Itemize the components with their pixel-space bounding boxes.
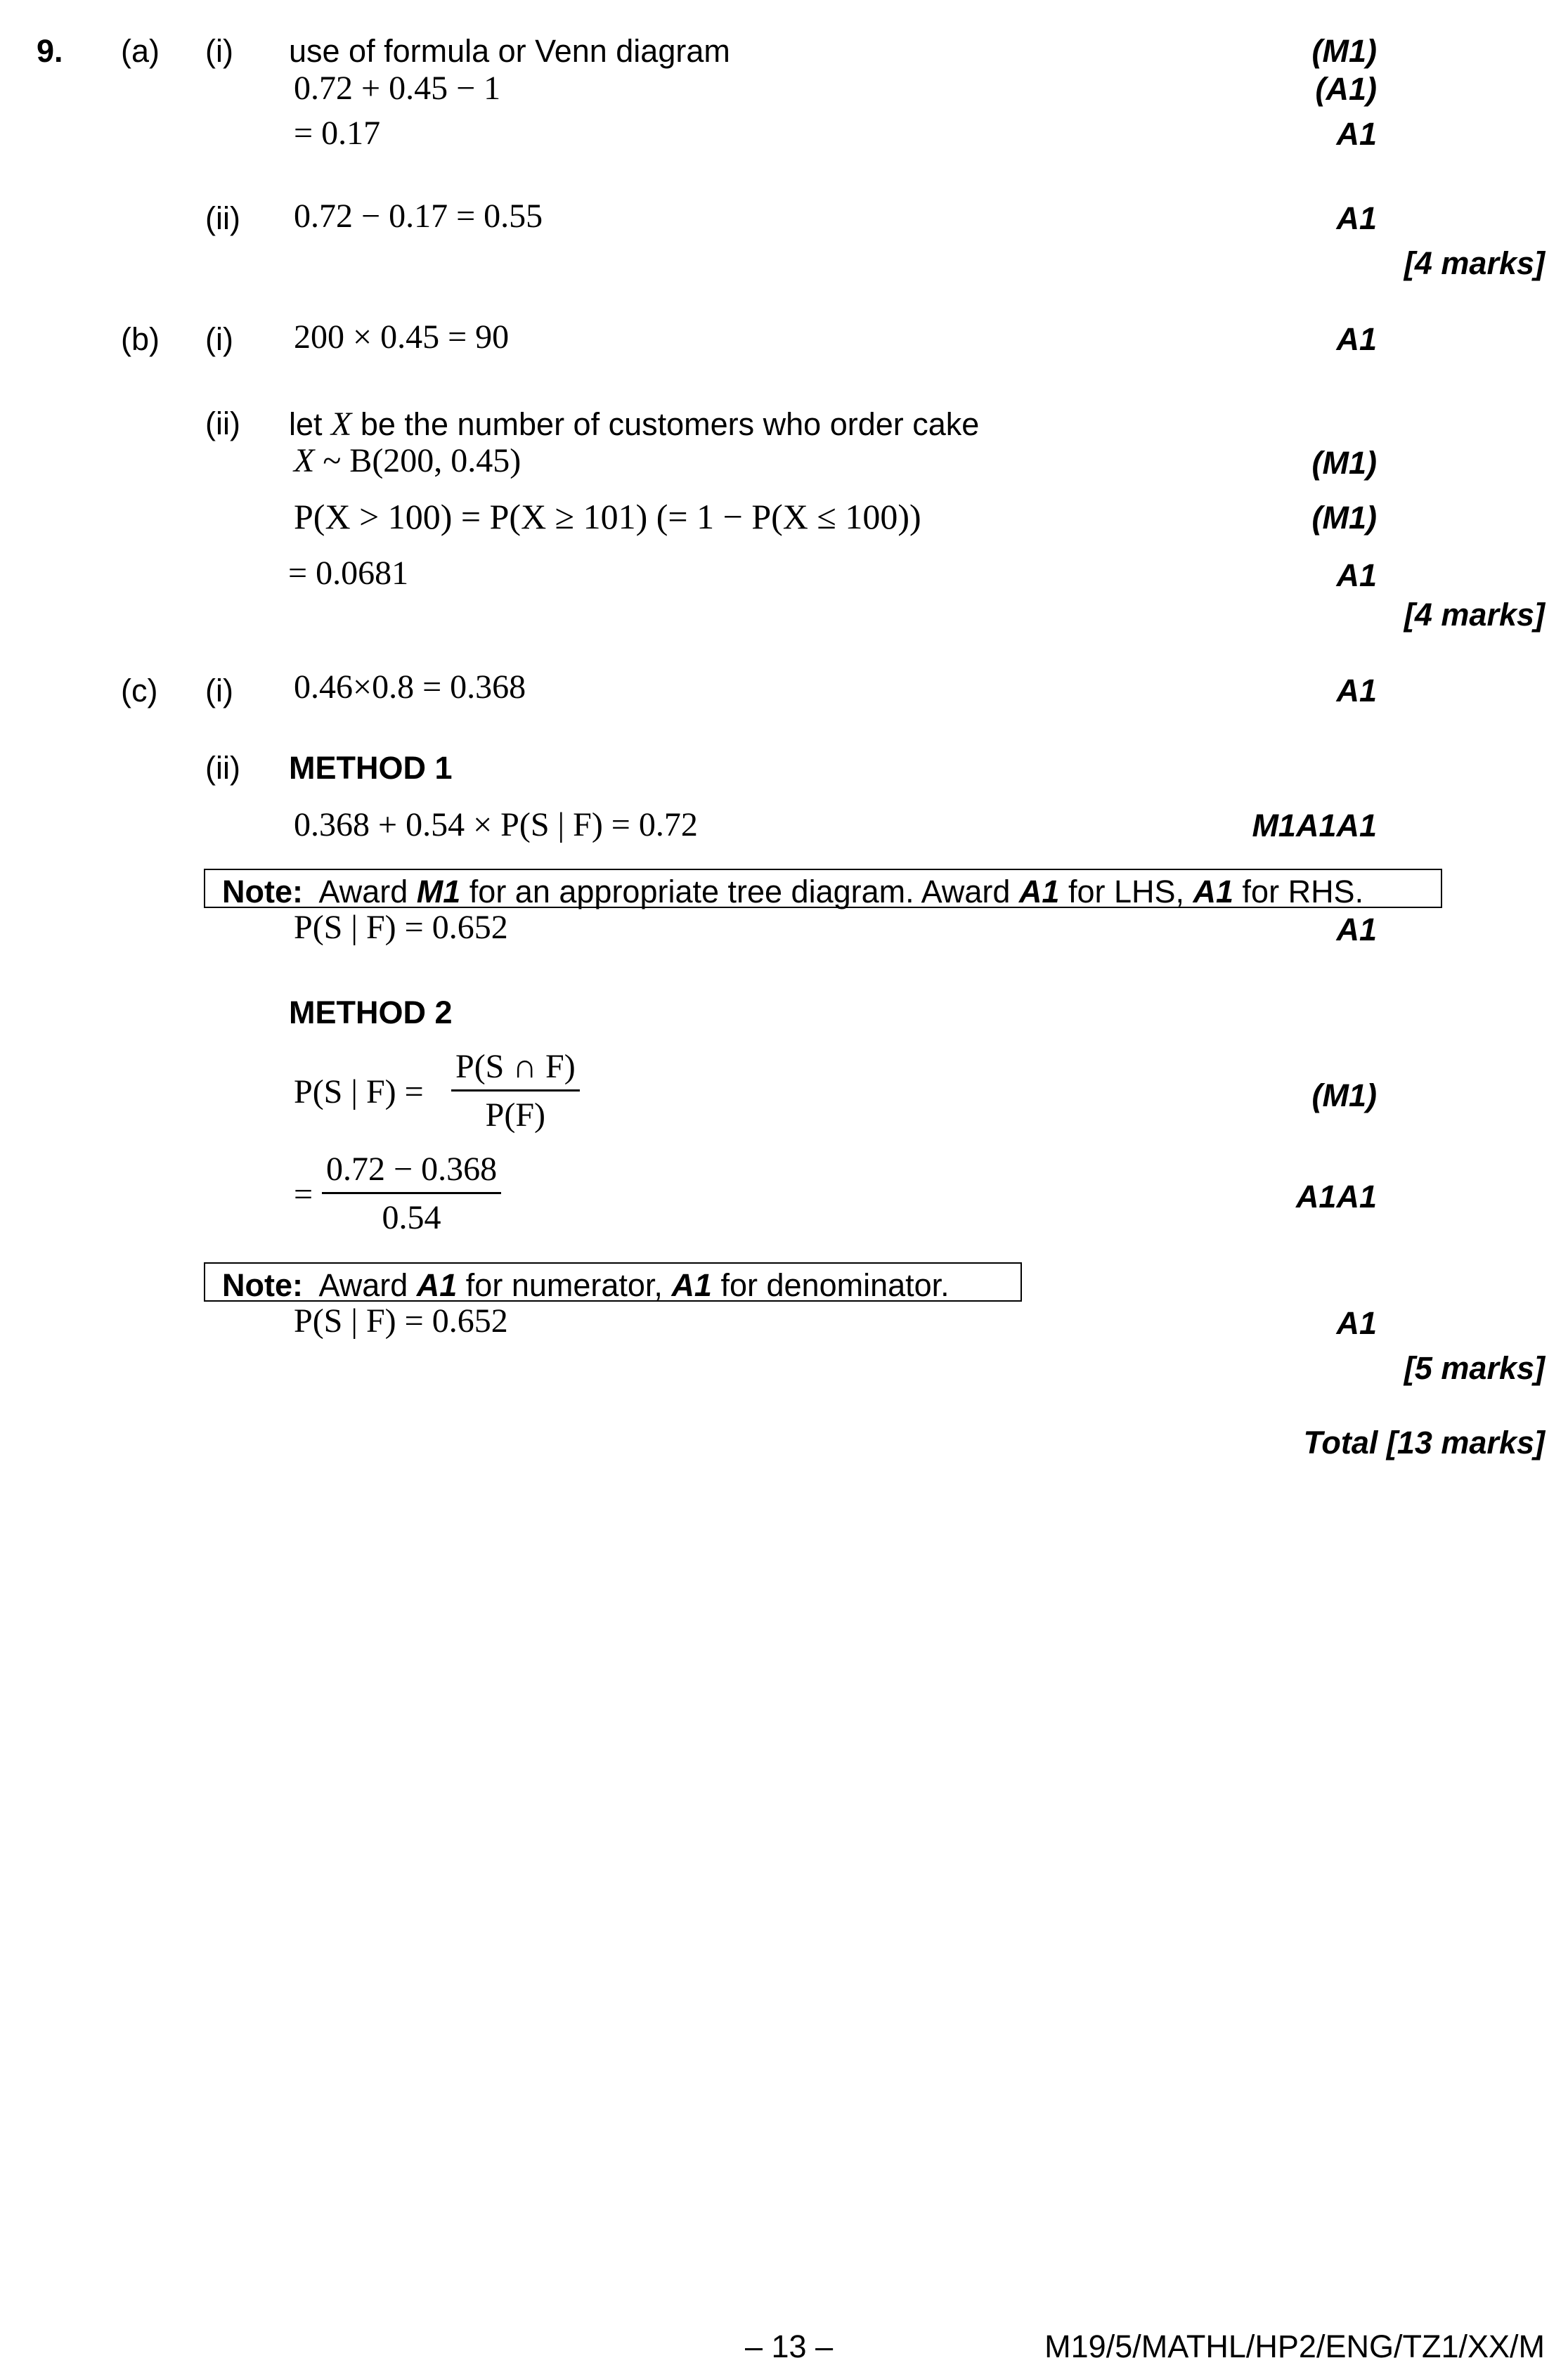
distribution-text: ~ B(200, 0.45) (314, 442, 521, 479)
part-b-i-label: (i) (205, 321, 233, 357)
note-text: Award (318, 1267, 417, 1303)
page-number: – 13 – (745, 2329, 834, 2364)
note-text: for denominator. (711, 1267, 950, 1303)
mark: M1A1A1 (1252, 808, 1377, 843)
part-c-label: (c) (121, 673, 158, 708)
part-b-label: (b) (121, 321, 160, 357)
mark: (M1) (1311, 33, 1377, 69)
note-mark: A1 (1193, 874, 1234, 909)
mark: (M1) (1311, 445, 1377, 481)
method2-result: P(S | F) = 0.652 (294, 1302, 508, 1340)
question-number: 9. (37, 33, 63, 69)
fraction-conditional (451, 1050, 580, 1132)
part-b-ii-text (289, 408, 979, 441)
note-mark: A1 (671, 1267, 712, 1303)
variable-x: X (331, 406, 352, 443)
note-label: Note: (222, 874, 303, 909)
part-a-i-line1: 0.72 + 0.45 − 1 (294, 70, 501, 107)
method2-note (204, 1262, 1022, 1302)
method2-lhs: P(S | F) = (294, 1073, 424, 1110)
fraction-numerator: 0.72 − 0.368 (322, 1153, 501, 1194)
mark: A1 (1336, 321, 1377, 357)
mark: A1 (1336, 1305, 1377, 1341)
part-a-i-text: use of formula or Venn diagram (289, 33, 730, 69)
part-b-ii-label: (ii) (205, 406, 240, 441)
part-c-i-label: (i) (205, 673, 233, 708)
mark: A1A1 (1295, 1179, 1377, 1215)
mark: A1 (1336, 557, 1377, 593)
part-a-ii-line1: 0.72 − 0.17 = 0.55 (294, 197, 543, 235)
part-b-ii-result: = 0.0681 (288, 555, 409, 592)
fraction-denominator: P(F) (485, 1096, 546, 1134)
mark: (A1) (1315, 71, 1377, 107)
mark: A1 (1336, 200, 1377, 236)
note-label: Note: (222, 1267, 303, 1303)
part-a-label: (a) (121, 33, 160, 69)
text-fragment: be the number of customers who order cake (351, 406, 980, 442)
note-mark: M1 (416, 874, 461, 909)
mark: (M1) (1311, 1077, 1377, 1113)
note-text: for an appropriate tree diagram. Award (460, 874, 1019, 909)
mark: (M1) (1311, 500, 1377, 536)
part-total: [4 marks] (1404, 245, 1545, 281)
probability-line: P(X > 100) = P(X ≥ 101) (= 1 − P(X ≤ 100)) (294, 497, 921, 536)
method1-result: P(S | F) = 0.652 (294, 909, 508, 946)
distribution-line (294, 444, 521, 478)
part-b-i-line1: 200 × 0.45 = 90 (294, 318, 510, 356)
mark: A1 (1336, 116, 1377, 152)
method1-equation: 0.368 + 0.54 × P(S | F) = 0.72 (294, 806, 698, 843)
part-a-ii-label: (ii) (205, 200, 240, 236)
part-a-i-label: (i) (205, 33, 233, 69)
mark: A1 (1336, 673, 1377, 708)
text-fragment: let (289, 406, 332, 442)
note-text: for RHS. (1233, 874, 1364, 909)
variable-x: X (294, 442, 315, 479)
note-mark: A1 (1018, 874, 1060, 909)
fraction-denominator: 0.54 (382, 1199, 441, 1236)
mark: A1 (1336, 912, 1377, 947)
note-text: Award (318, 874, 417, 909)
part-total: [4 marks] (1404, 597, 1545, 633)
part-c-i-line1: 0.46×0.8 = 0.368 (294, 668, 526, 706)
note-mark: A1 (416, 1267, 458, 1303)
note-text: for LHS, (1059, 874, 1193, 909)
method1-note (204, 869, 1442, 908)
part-a-i-line2: = 0.17 (294, 115, 381, 152)
method2-equals: = (294, 1176, 313, 1213)
document-code: M19/5/MATHL/HP2/ENG/TZ1/XX/M (1044, 2329, 1545, 2364)
method2-heading: METHOD 2 (289, 995, 453, 1030)
note-text: for numerator, (457, 1267, 672, 1303)
fraction-numerator: P(S ∩ F) (451, 1050, 580, 1092)
part-c-ii-label: (ii) (205, 750, 240, 786)
fraction-values (322, 1153, 501, 1235)
grand-total: Total [13 marks] (1303, 1425, 1545, 1460)
method1-heading: METHOD 1 (289, 750, 453, 786)
part-total: [5 marks] (1404, 1350, 1545, 1386)
